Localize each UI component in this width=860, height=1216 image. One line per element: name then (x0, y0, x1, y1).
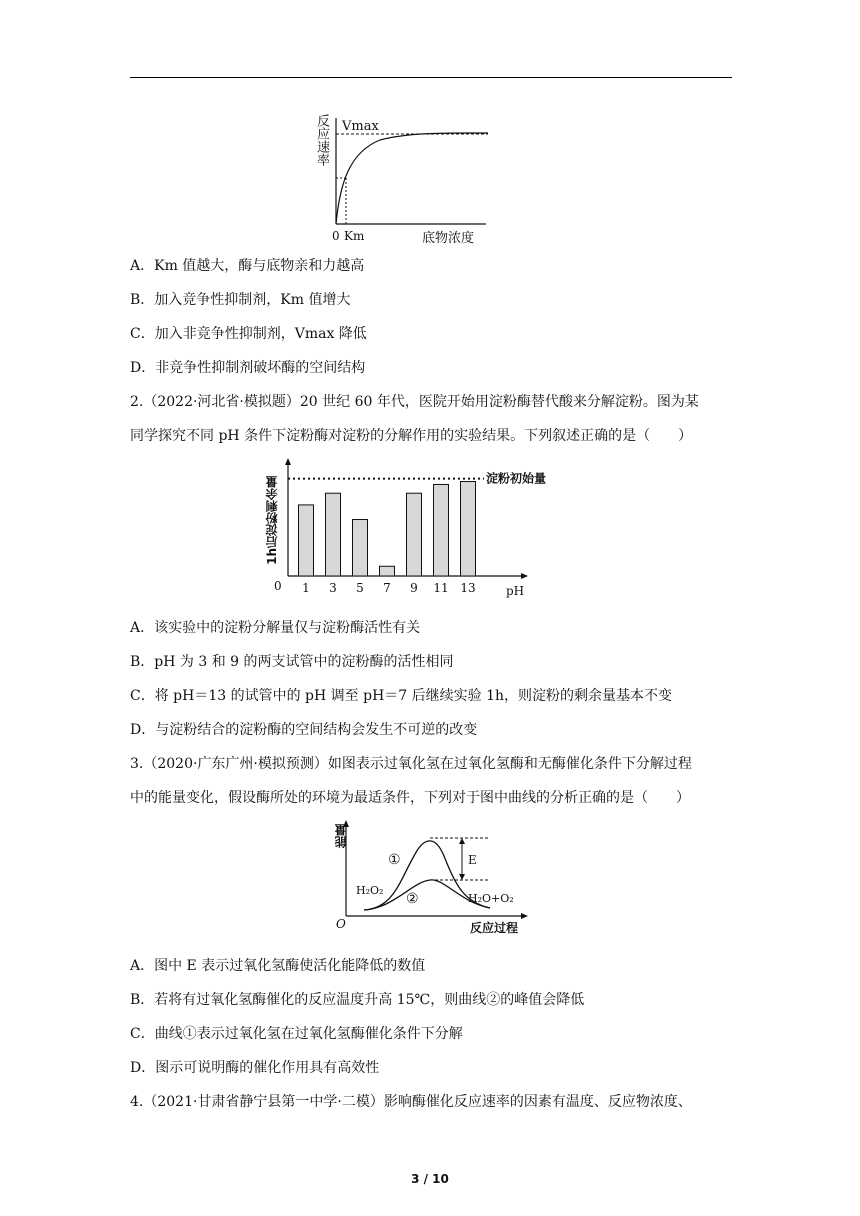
energy-e-arrow-bottom (459, 874, 465, 880)
tick-label-ph-3: 3 (329, 581, 337, 595)
curve-1-label: ① (388, 852, 401, 868)
tick-label-ph-7: 7 (383, 581, 391, 595)
product-label: H₂O+O₂ (468, 892, 514, 905)
figure1-xlabel: 底物浓度 (422, 231, 475, 246)
q2-stem-line2: 同学探究不同 pH 条件下淀粉酶对淀粉的分解作用的实验结果。下列叙述正确的是（ ） (130, 428, 693, 444)
q3-option-a: A．图中 E 表示过氧化氢酶使活化能降低的数值 (130, 958, 426, 974)
tick-label-ph-13: 13 (460, 581, 476, 595)
bar-chart-xlabel: pH (506, 584, 525, 598)
curve-2-label: ② (406, 891, 419, 907)
q4-stem-line1: 4.（2021·甘肃省静宁县第一中学·二模）影响酶催化反应速率的因素有温度、反应物浓度、 (130, 1094, 692, 1110)
figure1-curve (336, 133, 488, 224)
page-number: 3 / 10 (411, 1172, 449, 1186)
figure1-vmax-label: Vmax (342, 119, 379, 134)
e-label: E (468, 853, 477, 867)
bar-ph-13 (461, 482, 476, 576)
bar-ph-1 (299, 505, 314, 576)
bar-ph-3 (326, 493, 341, 576)
q1-option-a: A．Km 值越大，酶与底物亲和力越高 (130, 258, 365, 274)
energy-e-arrow-top (459, 838, 465, 844)
tick-label-ph-11: 11 (433, 581, 449, 595)
bar-chart-x-arrow (521, 573, 528, 579)
initial-amount-label: 淀粉初始量 (486, 471, 547, 486)
q3-option-b: B．若将有过氧化氢酶催化的反应温度升高 15℃，则曲线②的峰值会降低 (130, 992, 585, 1008)
q2-option-b: B．pH 为 3 和 9 的两支试管中的淀粉酶的活性相同 (130, 654, 454, 670)
q3-option-d: D．图示可说明酶的催化作用具有高效性 (130, 1060, 380, 1076)
bar-chart-ylabel: 1h后淀粉剩余量 (265, 476, 279, 565)
figure-ph-bar-chart (262, 458, 547, 600)
q1-option-c: C．加入非竞争性抑制剂，Vmax 降低 (130, 326, 367, 342)
tick-label-ph-9: 9 (410, 581, 418, 595)
figure1-km-label: Km (344, 229, 365, 243)
bar-ph-5 (353, 520, 368, 576)
tick-label-ph-1: 1 (302, 581, 310, 595)
figure-enzyme-kinetics (310, 112, 490, 246)
figure-energy-diagram (334, 820, 534, 938)
figure1-ylabel-vertical: 反应速率 (314, 114, 329, 166)
energy-ylabel: 能量 (334, 824, 348, 848)
q1-option-d: D．非竞争性抑制剂破坏酶的空间结构 (130, 360, 366, 376)
tick-label-ph-5: 5 (356, 581, 364, 595)
q3-stem-line2: 中的能量变化，假设酶所处的环境为最适条件，下列对于图中曲线的分析正确的是（ ） (130, 790, 690, 806)
energy-xlabel: 反应过程 (470, 921, 519, 935)
q2-option-a: A．该实验中的淀粉分解量仅与淀粉酶活性有关 (130, 620, 421, 636)
q3-option-c: C．曲线①表示过氧化氢在过氧化氢酶催化条件下分解 (130, 1026, 463, 1042)
figure1-origin-label: 0 (332, 229, 340, 243)
header-rule (130, 77, 732, 78)
bar-ph-9 (407, 493, 422, 576)
q1-option-b: B．加入竞争性抑制剂，Km 值增大 (130, 292, 351, 308)
bar-chart-origin-label: 0 (274, 579, 282, 593)
energy-origin-label: O (336, 917, 346, 931)
bar-ph-7 (380, 566, 395, 576)
reactant-label: H₂O₂ (356, 884, 384, 897)
q2-option-d: D．与淀粉结合的淀粉酶的空间结构会发生不可逆的改变 (130, 722, 478, 738)
bar-chart-y-arrow (285, 458, 291, 465)
q2-stem-line1: 2.（2022·河北省·模拟题）20 世纪 60 年代，医院开始用淀粉酶替代酸来分解淀粉。图为某 (130, 394, 699, 410)
q3-stem-line1: 3.（2020·广东广州·模拟预测）如图表示过氧化氢在过氧化氢酶和无酶催化条件下分解过程 (130, 756, 692, 772)
q2-option-c: C．将 pH＝13 的试管中的 pH 调至 pH＝7 后继续实验 1h，则淀粉的剩余量基本不变 (130, 688, 673, 704)
energy-x-arrow (521, 913, 528, 919)
bar-ph-11 (434, 484, 449, 576)
